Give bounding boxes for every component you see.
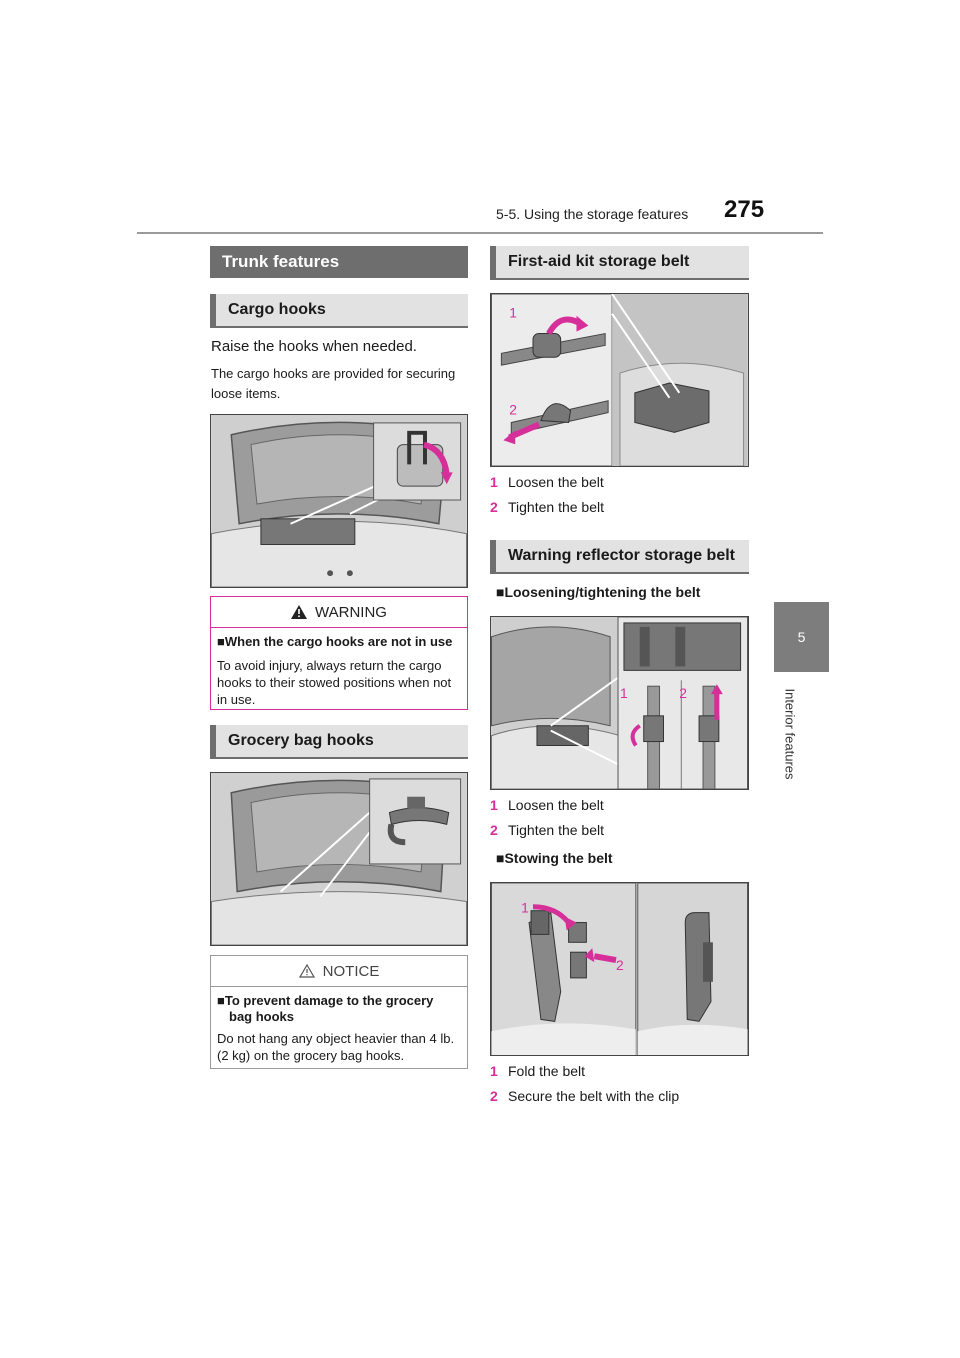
cargo-desc-line2: loose items. bbox=[211, 386, 281, 401]
warning-box bbox=[210, 596, 468, 710]
chapter-tab-label-wrap bbox=[780, 684, 800, 784]
firstaid-step-2 bbox=[490, 499, 604, 515]
firstaid-fig-label-1: 1 bbox=[509, 304, 517, 321]
warning-line3: in use. bbox=[217, 692, 256, 707]
reflector-subheading-1: ■Loosening/tightening the belt bbox=[496, 584, 701, 600]
step-text: Tighten the belt bbox=[508, 499, 604, 515]
warning-line1: To avoid injury, always return the cargo bbox=[217, 658, 442, 673]
firstaid-illustration bbox=[490, 293, 749, 467]
stowing-fig-label-2: 2 bbox=[616, 956, 624, 973]
step-text: Tighten the belt bbox=[508, 822, 604, 838]
grocery-hooks-heading: Grocery bag hooks bbox=[210, 725, 468, 759]
warning-label: WARNING bbox=[315, 603, 387, 621]
cargo-desc-line1: The cargo hooks are provided for securing bbox=[211, 366, 456, 381]
reflector-subheading-2: ■Stowing the belt bbox=[496, 850, 613, 866]
step-text: Loosen the belt bbox=[508, 797, 604, 813]
step-text: Secure the belt with the clip bbox=[508, 1088, 680, 1104]
reflector-step-1 bbox=[490, 797, 604, 813]
warning-triangle-icon bbox=[291, 605, 307, 619]
step-text: Fold the belt bbox=[508, 1063, 586, 1079]
step-number: 2 bbox=[490, 822, 498, 838]
cargo-hooks-illustration bbox=[210, 414, 468, 588]
cargo-intro: Raise the hooks when needed. bbox=[211, 338, 417, 355]
step-number: 1 bbox=[490, 474, 498, 490]
notice-title-line1: ■To prevent damage to the grocery bbox=[217, 993, 434, 1008]
page-number: 275 bbox=[724, 196, 765, 223]
cargo-hooks-heading: Cargo hooks bbox=[210, 294, 468, 328]
chapter-tab: 5 bbox=[774, 602, 829, 672]
chapter-tab-label: Interior features bbox=[782, 688, 798, 780]
step-number: 2 bbox=[490, 499, 498, 515]
cargo-hooks-drawing bbox=[211, 415, 467, 587]
step-number: 2 bbox=[490, 1088, 498, 1104]
reflector-fig-label-2: 2 bbox=[679, 685, 688, 702]
stowing-step-1 bbox=[490, 1063, 585, 1079]
reflector-fig-label-1: 1 bbox=[619, 685, 628, 702]
step-text: Loosen the belt bbox=[508, 474, 604, 490]
notice-title-line2: bag hooks bbox=[229, 1009, 295, 1024]
warning-head bbox=[211, 597, 467, 628]
firstaid-fig-label-2: 2 bbox=[509, 401, 517, 418]
step-number: 1 bbox=[490, 797, 498, 813]
header-divider bbox=[137, 232, 823, 234]
reflector-step-2 bbox=[490, 822, 604, 838]
reflector-heading: Warning reflector storage belt bbox=[490, 540, 749, 574]
notice-label: NOTICE bbox=[322, 962, 380, 980]
reflector-illustration bbox=[490, 616, 749, 790]
grocery-hooks-illustration bbox=[210, 772, 468, 946]
grocery-hooks-drawing bbox=[211, 773, 467, 945]
step-number: 1 bbox=[490, 1063, 498, 1079]
section-header: 5-5. Using the storage features bbox=[496, 206, 689, 222]
notice-box bbox=[210, 955, 468, 1069]
firstaid-drawing bbox=[491, 294, 748, 466]
firstaid-step-1 bbox=[490, 474, 604, 490]
notice-line1: Do not hang any object heavier than 4 lb. bbox=[217, 1031, 455, 1046]
trunk-features-heading: Trunk features bbox=[210, 246, 468, 278]
notice-triangle-icon bbox=[299, 964, 315, 978]
firstaid-heading: First-aid kit storage belt bbox=[490, 246, 749, 280]
stowing-fig-label-1: 1 bbox=[521, 899, 529, 916]
stowing-illustration bbox=[490, 882, 749, 1056]
warning-line2: hooks to their stowed positions when not bbox=[217, 675, 452, 690]
notice-head bbox=[211, 956, 467, 987]
warning-title: ■When the cargo hooks are not in use bbox=[217, 634, 453, 649]
notice-line2: (2 kg) on the grocery bag hooks. bbox=[217, 1048, 405, 1063]
stowing-step-2 bbox=[490, 1088, 679, 1104]
stowing-drawing bbox=[491, 883, 748, 1055]
reflector-drawing bbox=[491, 617, 748, 789]
